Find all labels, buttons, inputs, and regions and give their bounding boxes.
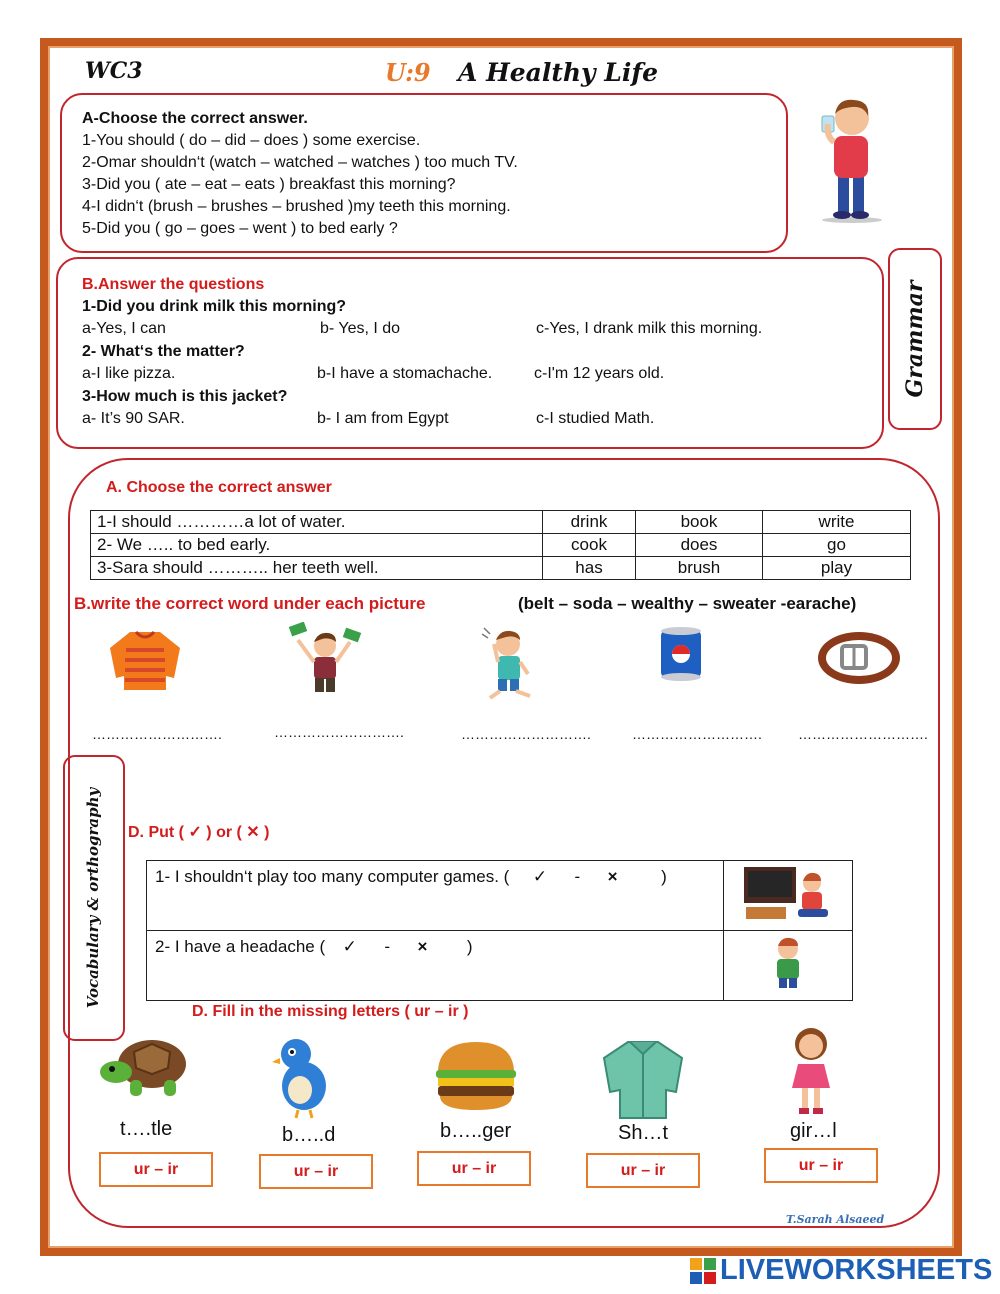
check-mark-option[interactable]: ✓ <box>532 867 548 886</box>
letters-choice-box[interactable]: ur – ir <box>99 1152 213 1187</box>
fill-heading: D. Fill in the missing letters ( ur – ir ) <box>192 1003 469 1020</box>
letters-choice-box[interactable]: ur – ir <box>259 1154 373 1189</box>
headache-boy-icon <box>726 933 846 993</box>
missing-letters-word: b…..d <box>282 1124 336 1146</box>
boy-drinking-illustration <box>808 92 894 224</box>
answer-blank[interactable]: ………………………. <box>274 724 404 740</box>
shirt-icon <box>600 1040 686 1120</box>
wealthy-boy-icon <box>288 622 362 700</box>
soda-can-icon <box>658 626 704 682</box>
computer-games-icon <box>726 863 846 923</box>
statement-cell <box>147 861 724 931</box>
answer-option[interactable]: a- It’s 90 SAR. <box>82 410 185 427</box>
answer-option[interactable]: a-Yes, I can <box>82 320 166 337</box>
girl-icon <box>788 1024 834 1118</box>
option-cell[interactable]: go <box>763 534 911 557</box>
answer-option[interactable]: c-I'm 12 years old. <box>534 365 665 382</box>
table-row <box>91 534 911 557</box>
missing-letters-word: b…..ger <box>440 1120 512 1142</box>
letters-choice-box[interactable]: ur – ir <box>586 1153 700 1188</box>
answer-option[interactable]: c-Yes, I drank milk this morning. <box>536 320 763 337</box>
question: 1-Did you drink milk this morning? <box>82 298 347 315</box>
dash-separator: - <box>574 867 581 886</box>
option-cell[interactable]: does <box>636 534 763 557</box>
grammar-b-heading: B.Answer the questions <box>82 276 265 293</box>
sweater-icon <box>108 628 182 694</box>
unit-label: U:9 <box>385 58 431 87</box>
check-mark-option[interactable]: ✓ <box>342 937 357 956</box>
earache-boy-icon <box>472 622 552 702</box>
option-cell[interactable]: has <box>543 557 636 580</box>
option-cell[interactable]: write <box>763 511 911 534</box>
question: 2- What‘s the matter? <box>82 343 245 360</box>
liveworksheets-logo-icon <box>690 1258 716 1284</box>
burger-icon <box>432 1040 520 1112</box>
option-cell[interactable]: brush <box>636 557 763 580</box>
option-cell[interactable]: drink <box>543 511 636 534</box>
table-row <box>147 861 853 931</box>
answer-option[interactable]: b-I have a stomachache. <box>317 365 493 382</box>
answer-blank[interactable]: ………………………. <box>92 726 222 742</box>
answer-option[interactable]: c-I studied Math. <box>536 410 655 427</box>
grammar-a-item[interactable]: 4-I didn‘t (brush – brushes – brushed )my teeth this morning. <box>82 198 511 215</box>
missing-letters-word: t….tle <box>120 1118 173 1140</box>
cross-mark-option[interactable]: × <box>607 867 618 886</box>
answer-option[interactable]: b- Yes, I do <box>320 320 401 337</box>
picture-cell <box>724 931 853 1001</box>
option-cell[interactable]: cook <box>543 534 636 557</box>
answer-blank[interactable]: ………………………. <box>461 726 591 742</box>
answer-option[interactable]: a-I like pizza. <box>82 365 176 382</box>
liveworksheets-brand[interactable]: LIVEWORKSHEETS <box>720 1254 993 1286</box>
sentence-cell: 3-Sara should ……….. her teeth well. <box>91 557 543 580</box>
question: 3-How much is this jacket? <box>82 388 288 405</box>
letters-choice-box[interactable]: ur – ir <box>764 1148 878 1183</box>
option-cell[interactable]: book <box>636 511 763 534</box>
page-title: A Healthy Life <box>458 58 659 87</box>
answer-blank[interactable]: ………………………. <box>632 726 762 742</box>
missing-letters-word: Sh…t <box>618 1122 669 1144</box>
worksheet-code: WC3 <box>85 58 143 84</box>
picture-cell <box>724 861 853 931</box>
grammar-a-item[interactable]: 3-Did you ( ate – eat – eats ) breakfast this morning? <box>82 176 456 193</box>
answer-blank[interactable]: ………………………. <box>798 726 928 742</box>
statement-text: 2- I have a headache ( <box>155 937 326 956</box>
grammar-a-item[interactable]: 5-Did you ( go – goes – went ) to bed early ? <box>82 220 398 237</box>
grammar-tab-label: Grammar <box>902 280 928 398</box>
table-row <box>91 557 911 580</box>
word-bank: (belt – soda – wealthy – sweater -earache) <box>518 594 857 613</box>
vocab-a-heading: A. Choose the correct answer <box>106 479 332 496</box>
dash-separator: - <box>384 937 390 956</box>
answer-option[interactable]: b- I am from Egypt <box>317 410 449 427</box>
statement-cell <box>147 931 724 1001</box>
grammar-a-item[interactable]: 1-You should ( do – did – does ) some exercise. <box>82 132 421 149</box>
check-table <box>146 860 853 1001</box>
vocab-choice-table <box>90 510 911 580</box>
option-cell[interactable]: play <box>763 557 911 580</box>
missing-letters-word: gir…l <box>790 1120 837 1142</box>
turtle-icon <box>94 1032 194 1102</box>
table-row <box>91 511 911 534</box>
vocabulary-tab-label: Vocabulary & orthography <box>84 787 102 1009</box>
statement-text: 1- I shouldn‘t play too many computer games. ( <box>155 867 510 886</box>
cross-mark-option[interactable]: × <box>417 937 428 956</box>
sentence-cell: 1-I should …………a lot of water. <box>91 511 543 534</box>
check-heading: D. Put ( ✓ ) or ( ✕ ) <box>128 824 270 841</box>
letters-choice-box[interactable]: ur – ir <box>417 1151 531 1186</box>
grammar-a-item[interactable]: 2-Omar shouldn‘t (watch – watched – watches ) too much TV. <box>82 154 518 171</box>
close-paren: ) <box>466 937 473 956</box>
close-paren: ) <box>661 867 667 886</box>
bird-icon <box>270 1036 336 1120</box>
table-row <box>147 931 853 1001</box>
vocab-b-heading: B.write the correct word under each picture <box>74 594 426 613</box>
teacher-signature: T.Sarah Alsaeed <box>786 1213 885 1226</box>
belt-icon <box>816 628 902 688</box>
grammar-a-heading: A-Choose the correct answer. <box>82 110 308 127</box>
sentence-cell: 2- We ….. to bed early. <box>91 534 543 557</box>
